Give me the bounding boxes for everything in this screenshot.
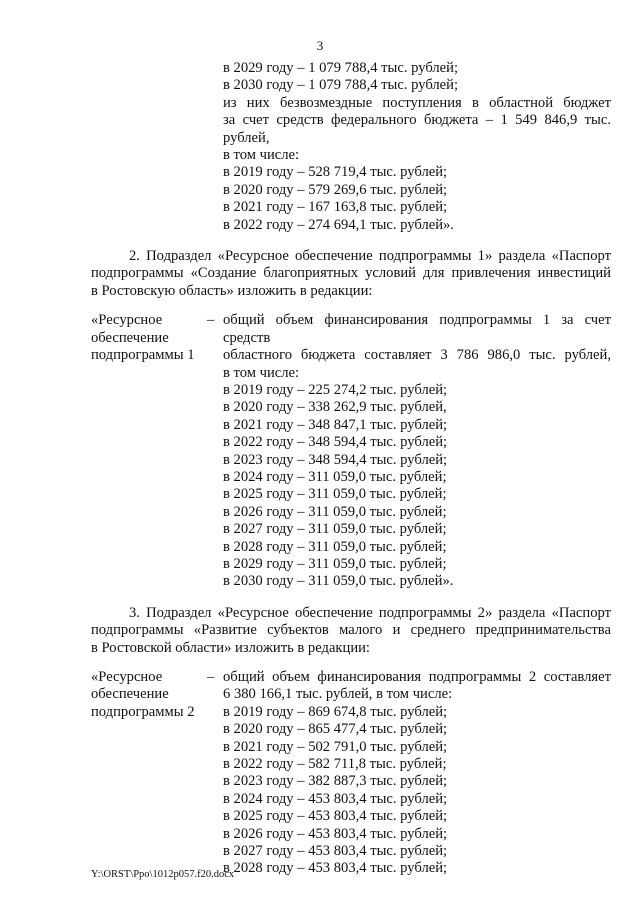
text-line: в 2030 году – 1 079 788,4 тыс. рублей;: [223, 77, 459, 94]
page-number: 3: [316, 38, 324, 53]
resource-details: общий объем финансирования подпрограммы 2 составляет 6 380 166,1 тыс. рублей, в том числе: в 2019 году – 869 674,8 тыс. рублей; в 2020 году – 865 477,4 тыс. рублей; в 2021 году – 502 791,0 тыс. рублей; в 2022 году – 582 711,8 тыс. рублей; в 2023 году – 382 887,3 тыс. рублей; в 2024 году – 453 803,4 тыс. рублей; в 2025 году – 453 803,4 тыс. рублей; в 2026 году – 453 803,4 тыс. рублей; в 2027 году – 453 803,4 тыс. рублей; в 2028 году – 453 803,4 тыс. рублей;: [223, 669, 611, 877]
paragraph-2: [91, 248, 611, 300]
dash: –: [207, 312, 215, 329]
text-line: в Ростовской области» изложить в редакции:: [91, 639, 370, 656]
file-path-footer: Y:\ORST\Ppo\1012p057.f20.docx: [91, 869, 235, 880]
paragraph-3: [91, 605, 611, 657]
resource-label: «Ресурсное обеспечение подпрограммы 1: [91, 312, 195, 364]
resource-details: общий объем финансирования подпрограммы 1 за счет средств областного бюджета составляет 3 786 986,0 тыс. рублей, в том числе: в 2019 году – 225 274,2 тыс. рублей; в 2020 году – 338 262,9 тыс. рублей, в 2021 году – 348 847,1 тыс. рублей; в 2022 году – 348 594,4 тыс. рублей; в 2023 году – 348 594,4 тыс. рублей; в 2024 году – 311 059,0 тыс. рублей; в 2025 году – 311 059,0 тыс. рублей; в 2026 году – 311 059,0 тыс. рублей; в 2027 году – 311 059,0 тыс. рублей; в 2028 году – 311 059,0 тыс. рублей; в 2029 году – 311 059,0 тыс. рублей; в 2030 году – 311 059,0 тыс. рублей».: [223, 312, 611, 590]
text-line: подпрограммы «Развитие субъектов малого и среднего предпринимательства: [91, 622, 611, 639]
document-body: [91, 60, 611, 878]
resource-block-2: [91, 669, 611, 878]
top-block: [91, 60, 611, 234]
text-line: в Ростовскую область» изложить в редакции:: [91, 282, 373, 299]
text-line: в 2019 году – 528 719,4 тыс. рублей;: [223, 164, 448, 181]
text-line: 3. Подраздел «Ресурсное обеспечение подпрограммы 2» раздела «Паспорт: [129, 604, 611, 621]
text-line: в 2021 году – 167 163,8 тыс. рублей;: [223, 199, 448, 216]
text-line: из них безвозмездные поступления в областной бюджет: [223, 94, 611, 111]
text-line: в 2020 году – 579 269,6 тыс. рублей;: [223, 181, 448, 198]
resource-block-1: [91, 312, 611, 591]
resource-label: «Ресурсное обеспечение подпрограммы 2: [91, 669, 195, 720]
text-line: подпрограммы «Создание благоприятных условий для привлечения инвестиций: [91, 265, 611, 282]
text-line: в 2029 году – 1 079 788,4 тыс. рублей;: [223, 60, 459, 76]
text-line: 2. Подраздел «Ресурсное обеспечение подпрограммы 1» раздела «Паспорт: [129, 248, 611, 265]
text-line: за счет средств федерального бюджета – 1 549 846,9 тыс. рублей,: [223, 112, 611, 146]
text-line: в том числе:: [223, 147, 300, 164]
dash: –: [207, 669, 215, 685]
text-line: в 2022 году – 274 694,1 тыс. рублей».: [223, 216, 454, 233]
